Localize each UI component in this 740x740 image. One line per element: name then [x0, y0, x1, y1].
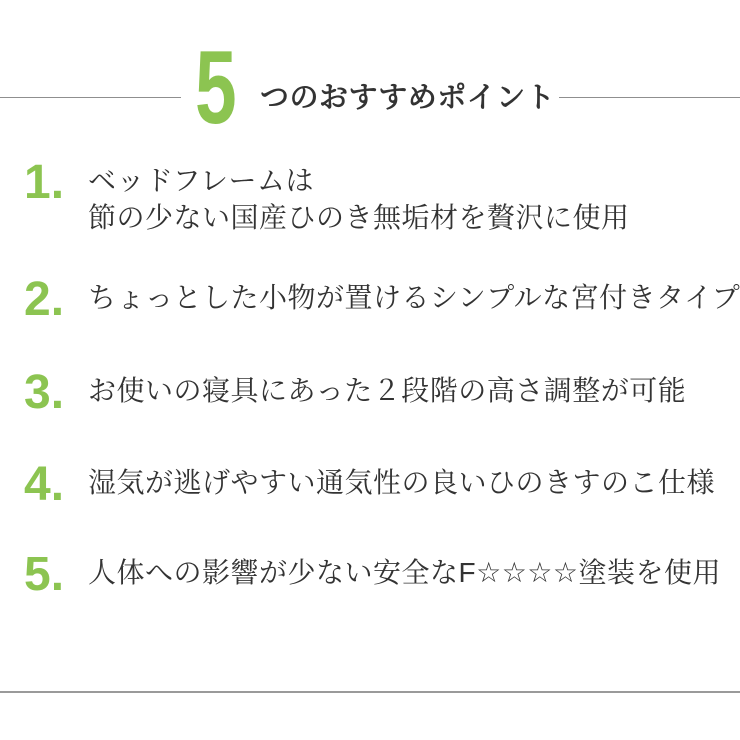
header-rule-left: [0, 97, 181, 98]
page-title: つのおすすめポイント: [260, 82, 556, 114]
header-rule-right: [559, 97, 740, 98]
list-item-5: [0, 548, 740, 601]
point-text-4: [88, 464, 715, 501]
point-number-2: 2.: [24, 273, 65, 326]
point-text-1-line-1: ベッドフレームは: [88, 165, 315, 196]
point-text-1-line-2: 節の少ない国産ひのき無垢材を贅沢に使用: [88, 202, 630, 233]
point-text-2-line-1: ちょっとした小物が置けるシンプルな宮付きタイプ: [88, 282, 740, 313]
point-text-5: [88, 554, 721, 591]
header: [0, 0, 740, 150]
list-item-2: [0, 273, 740, 326]
list-item-3: [0, 366, 740, 419]
point-text-2: [88, 279, 740, 316]
point-text-3-line-1: お使いの寝具にあった２段階の高さ調整が可能: [88, 375, 687, 406]
point-text-5-line-1: 人体への影響が少ない安全なF☆☆☆☆塗装を使用: [88, 557, 722, 588]
list-item-1: [0, 156, 740, 236]
point-text-4-line-1: 湿気が逃げやすい通気性の良いひのきすのこ仕様: [88, 467, 716, 498]
point-number-5: 5.: [24, 548, 65, 601]
point-number-1: 1.: [24, 156, 65, 209]
bottom-divider: [0, 691, 740, 693]
point-number-3: 3.: [24, 366, 65, 419]
header-big-number: 5: [195, 30, 237, 146]
list-item-4: [0, 458, 740, 511]
point-number-4: 4.: [24, 458, 65, 511]
point-text-1: [88, 162, 630, 236]
point-text-3: [88, 372, 686, 409]
